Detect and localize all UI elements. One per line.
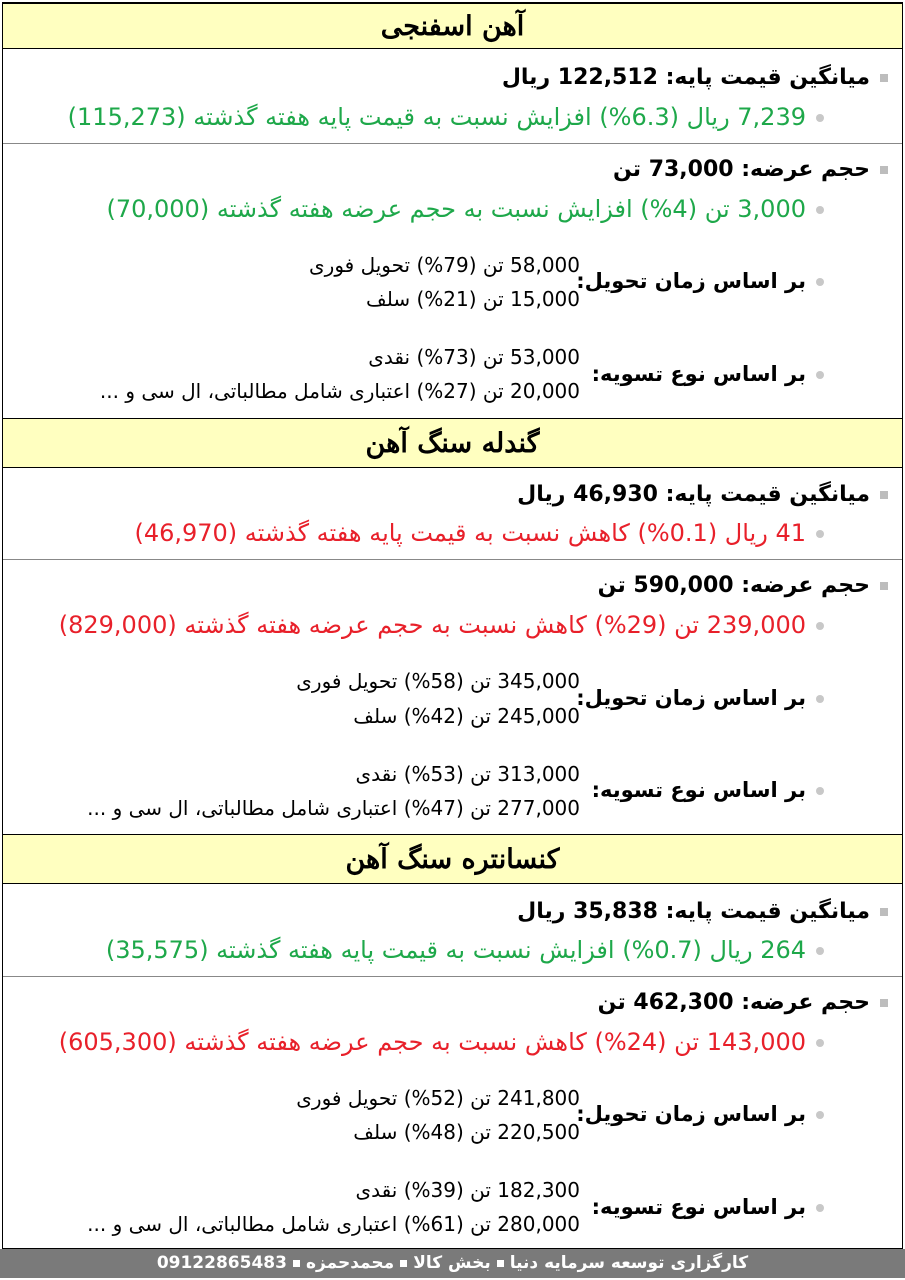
settlement-row: 313,000 تن (53%) نقدی [355, 762, 580, 786]
delivery-row: 15,000 تن (21%) سلف [366, 287, 580, 311]
divider [3, 559, 902, 560]
footer-author: محمدحمزه [305, 1253, 395, 1273]
dot-bullet-icon [816, 1039, 824, 1047]
square-bullet-icon [880, 908, 888, 916]
square-bullet-icon [880, 582, 888, 590]
section-title: گندله سنگ آهن [3, 418, 902, 468]
volume-heading: حجم عرضه: 73,000 تن [613, 157, 888, 182]
footer-department: بخش کالا [413, 1253, 491, 1273]
divider [3, 976, 902, 977]
footer-bar [0, 1249, 905, 1278]
dot-bullet-icon [816, 947, 824, 955]
price-change: 7,239 ریال (6.3%) افزایش نسبت به قیمت پایه هفته گذشته (115,273) [68, 103, 824, 131]
price-change: 264 ریال (0.7%) افزایش نسبت به قیمت پایه هفته گذشته (35,575) [106, 936, 824, 964]
dot-bullet-icon [816, 1111, 824, 1119]
square-separator-icon [497, 1260, 504, 1267]
section-title: کنسانتره سنگ آهن [3, 834, 902, 884]
price-heading: میانگین قیمت پایه: 35,838 ریال [517, 899, 888, 924]
dot-bullet-icon [816, 530, 824, 538]
settlement-label: بر اساس نوع تسویه: [592, 362, 824, 386]
settlement-row: 20,000 تن (27%) اعتباری شامل مطالباتی، ال سی و ... [99, 379, 580, 403]
volume-heading: حجم عرضه: 462,300 تن [598, 990, 888, 1015]
settlement-row: 277,000 تن (47%) اعتباری شامل مطالباتی، ال سی و ... [87, 796, 580, 820]
footer-phone: 09122865483 [156, 1253, 287, 1273]
dot-bullet-icon [816, 1204, 824, 1212]
square-bullet-icon [880, 166, 888, 174]
price-heading: میانگین قیمت پایه: 122,512 ریال [502, 65, 888, 90]
dot-bullet-icon [816, 114, 824, 122]
dot-bullet-icon [816, 622, 824, 630]
delivery-label: بر اساس زمان تحویل: [576, 269, 824, 293]
settlement-row: 53,000 تن (73%) نقدی [368, 345, 580, 369]
square-bullet-icon [880, 999, 888, 1007]
volume-heading: حجم عرضه: 590,000 تن [598, 573, 888, 598]
square-bullet-icon [880, 491, 888, 499]
price-heading: میانگین قیمت پایه: 46,930 ریال [517, 482, 888, 507]
volume-change: 3,000 تن (4%) افزایش نسبت به حجم عرضه هفته گذشته (70,000) [106, 195, 824, 223]
delivery-row: 58,000 تن (79%) تحویل فوری [309, 253, 580, 277]
report-frame [2, 2, 903, 1249]
settlement-row: 280,000 تن (61%) اعتباری شامل مطالباتی، ال سی و ... [87, 1212, 580, 1236]
dot-bullet-icon [816, 206, 824, 214]
footer-brokerage: کارگزاری توسعه سرمایه دنیا [509, 1253, 749, 1273]
dot-bullet-icon [816, 278, 824, 286]
delivery-row: 220,500 تن (48%) سلف [353, 1120, 580, 1144]
volume-change: 143,000 تن (24%) کاهش نسبت به حجم عرضه هفته گذشته (605,300) [59, 1028, 824, 1056]
dot-bullet-icon [816, 787, 824, 795]
square-bullet-icon [880, 74, 888, 82]
delivery-row: 241,800 تن (52%) تحویل فوری [296, 1086, 580, 1110]
price-change: 41 ریال (0.1%) کاهش نسبت به قیمت پایه هفته گذشته (46,970) [134, 519, 824, 547]
dot-bullet-icon [816, 371, 824, 379]
delivery-label: بر اساس زمان تحویل: [576, 686, 824, 710]
settlement-label: بر اساس نوع تسویه: [592, 1195, 824, 1219]
delivery-label: بر اساس زمان تحویل: [576, 1102, 824, 1126]
section-title: آهن اسفنجی [3, 3, 902, 49]
square-separator-icon [293, 1260, 300, 1267]
dot-bullet-icon [816, 695, 824, 703]
volume-change: 239,000 تن (29%) کاهش نسبت به حجم عرضه هفته گذشته (829,000) [59, 611, 824, 639]
divider [3, 143, 902, 144]
square-separator-icon [400, 1260, 407, 1267]
delivery-row: 245,000 تن (42%) سلف [353, 704, 580, 728]
settlement-label: بر اساس نوع تسویه: [592, 778, 824, 802]
delivery-row: 345,000 تن (58%) تحویل فوری [296, 669, 580, 693]
settlement-row: 182,300 تن (39%) نقدی [355, 1178, 580, 1202]
